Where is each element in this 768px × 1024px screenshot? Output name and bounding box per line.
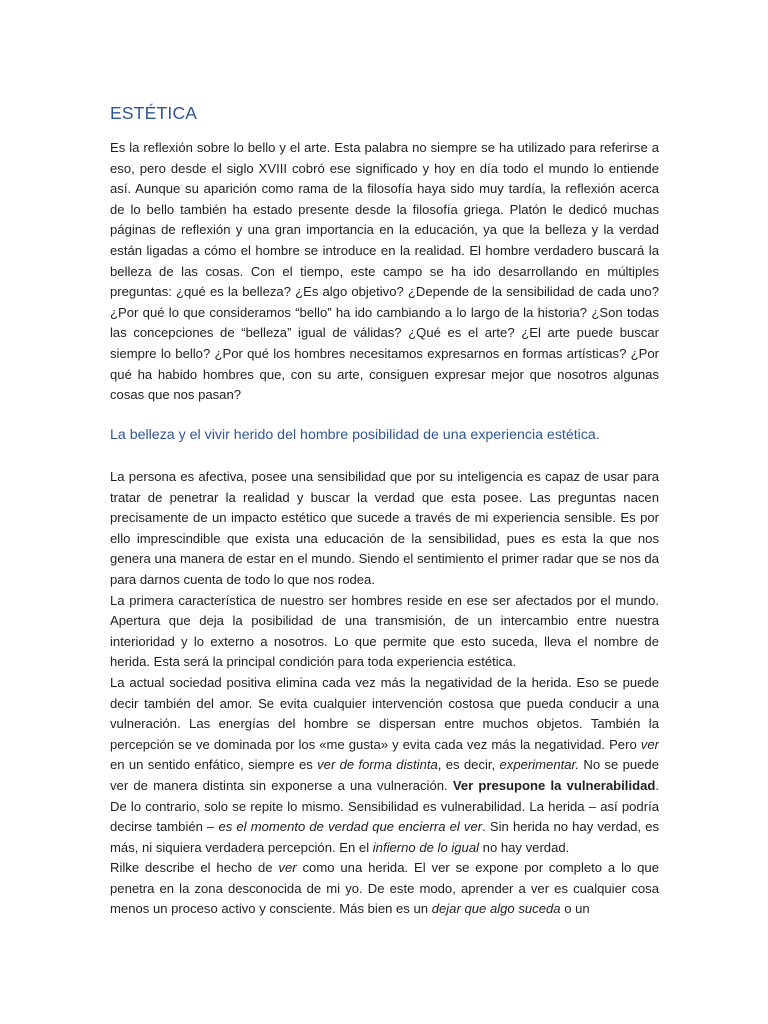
bold-run: Ver presupone la vulnerabilidad bbox=[452, 777, 656, 793]
italic-run: ver de forma distinta bbox=[317, 757, 438, 773]
intro-paragraph: Es la reflexión sobre lo bello y el arte. Esta palabra no siempre se ha utilizado para referirse a eso, pero desde el siglo XVIII cobró ese significado y hoy en día todo el mundo lo entiende así. Aunque su aparición como rama de la filosofía haya sido muy tardía, la reflexión acerca de lo bello también ha estado presente desde la filosofía griega. Platón le dedicó muchas páginas de reflexión y una gran importancia en la educación, ya que la belleza y la verdad están ligadas a cómo el hombre se introduce en la realidad. El hombre verdadero buscará la belleza de las cosas. Con el tiempo, este campo se ha ido desarrollando en múltiples preguntas: ¿qué es la belleza? ¿Es algo objetivo? ¿Depende de la sensibilidad de cada uno? ¿Por qué lo que consideramos “bello” ha ido cambiando a lo largo de la historia? ¿Son todas las concepciones de “belleza” igual de válidas? ¿Qué es el arte? ¿El arte puede buscar siempre lo bello? ¿Por qué los hombres necesitamos expresarnos en formas artísticas? ¿Por qué ha habido hombres que, con su arte, consiguen expresar mejor que nosotros algunas cosas que nos pasan? bbox=[110, 140, 659, 403]
body-paragraph-4 bbox=[110, 860, 659, 916]
text-run: Rilke describe el hecho de bbox=[110, 860, 279, 876]
italic-run: ver bbox=[640, 736, 659, 752]
italic-run: dejar que algo suceda bbox=[431, 901, 561, 917]
text-run: o un bbox=[560, 901, 590, 917]
document-title: ESTÉTICA bbox=[110, 103, 198, 123]
italic-run: infierno de lo igual bbox=[372, 839, 480, 855]
document-page bbox=[110, 0, 659, 1024]
text-run: no hay verdad. bbox=[479, 839, 570, 855]
text-run: , es decir, bbox=[437, 757, 500, 773]
body-paragraph-1: La persona es afectiva, posee una sensibilidad que por su inteligencia es capaz de usar para tratar de penetrar la realidad y buscar la verdad que esta posee. Las preguntas nacen precisamente de un impacto estético que sucede a través de mi experiencia sensible. Es por ello imprescindible que exista una educación de la sensibilidad, pues es esta la que nos genera una manera de estar en el mundo. Siendo el sentimiento el primer radar que se nos da para darnos cuenta de todo lo que nos rodea. bbox=[110, 469, 659, 587]
body-paragraph-3 bbox=[110, 675, 659, 855]
text-run: . De lo contrario, solo se repite lo mismo. Sensibilidad es vulnerabilidad. La herida – así podría decirse también – bbox=[110, 777, 659, 835]
text-run: La actual sociedad positiva elimina cada vez más la negatividad de la herida. Eso se puede decir también del amor. Se evita cualquier intervención costosa que pueda conducir a una vulneración. Las energías del hombre se dispersan entre muchos objetos. También la percepción se ve dominada por los «me gusta» y evita cada vez más la negatividad. Pero bbox=[110, 674, 659, 752]
body-paragraph-2: La primera característica de nuestro ser hombres reside en ese ser afectados por el mundo. Apertura que deja la posibilidad de una transmisión, de un intercambio entre nuestra interioridad y lo externo a nosotros. Lo que permite que esto suceda, lleva el nombre de herida. Esta será la principal condición para toda experiencia estética. bbox=[110, 592, 659, 670]
text-run: . Sin herida no hay verdad, es más, ni siquiera verdadera percepción. En el bbox=[110, 819, 659, 855]
section-subheading: La belleza y el vivir herido del hombre posibilidad de una experiencia estética. bbox=[110, 427, 600, 443]
text-run: No se puede ver de manera distinta sin exponerse a una vulneración. bbox=[110, 757, 659, 793]
section-body bbox=[110, 467, 659, 920]
text-run: como una herida. El ver se expone por completo a lo que penetra en la zona desconocida de mi yo. De este modo, aprender a ver es cualquier cosa menos un proceso activo y consciente. Más bien es un bbox=[110, 860, 659, 917]
italic-run: ver bbox=[278, 860, 297, 876]
italic-run: experimentar. bbox=[499, 757, 580, 773]
text-run: en un sentido enfático, siempre es bbox=[110, 757, 318, 773]
italic-run: es el momento de verdad que encierra el ver bbox=[218, 819, 483, 835]
